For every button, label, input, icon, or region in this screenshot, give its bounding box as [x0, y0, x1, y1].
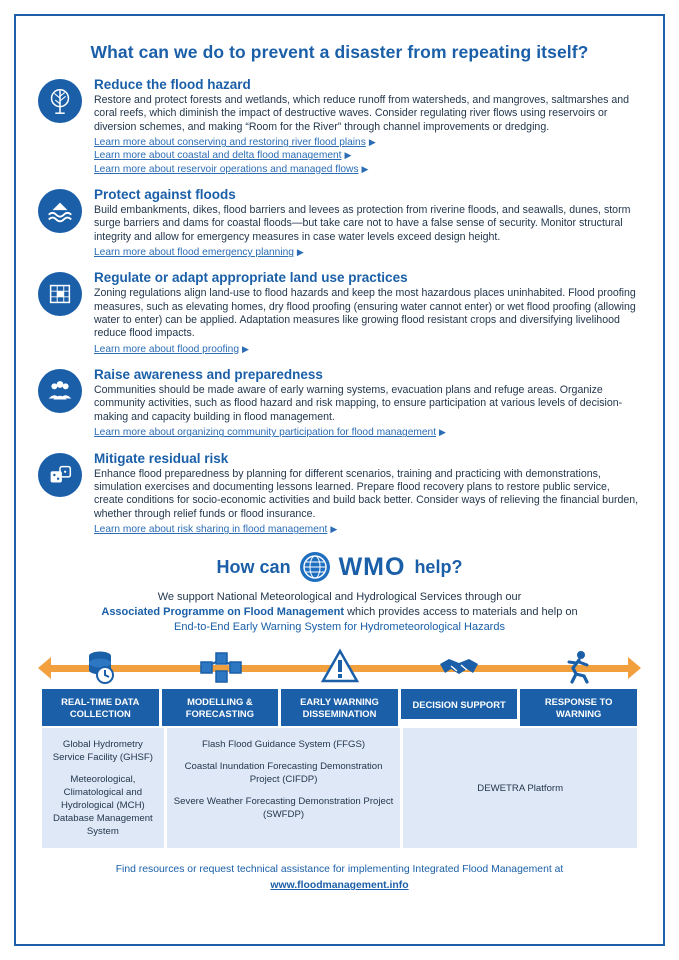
- warning-triangle-icon: [280, 645, 399, 689]
- footer-text: Find resources or request technical assistance for implementing Integrated Flood Management at: [115, 864, 564, 876]
- people-group-icon: [38, 369, 84, 415]
- how-can-text: How can: [216, 556, 291, 577]
- learn-more-link[interactable]: Learn more about coastal and delta flood management ▶: [94, 150, 352, 162]
- section-heading: Raise awareness and preparedness: [94, 367, 323, 383]
- handshake-icon: [399, 645, 518, 689]
- section-links: [94, 523, 641, 536]
- column-response-to-warning: [520, 689, 637, 726]
- section-text: Build embankments, dikes, flood barriers and levees as protection from riverine floods, and seawalls, dunes, storm surge barriers and dams for coastal floods—but take care not to have a false sense of security. Monitor structural integrity and allow for emergency measures in case water levels exceed design height.: [94, 203, 631, 243]
- section-text: Communities should be made aware of early warning systems, evacuation plans and refuge areas. Organize community activities, such as flood hazard and risk mapping, to ensure participation at various levels of decision-making and capacity building in flood management.: [94, 384, 623, 423]
- tree-icon: [38, 79, 84, 125]
- column-header-label: RESPONSE TO WARNING: [520, 689, 637, 726]
- help-text: help?: [414, 556, 463, 577]
- chevron-right-icon: ▶: [368, 137, 376, 148]
- running-person-icon: [518, 645, 637, 689]
- learn-more-link[interactable]: Learn more about conserving and restoring river flood plains ▶: [94, 137, 376, 149]
- chevron-right-icon: ▶: [344, 150, 352, 161]
- section-heading: Reduce the flood hazard: [94, 77, 251, 92]
- section-links: [94, 246, 641, 259]
- section-text: Enhance flood preparedness by planning for different scenarios, training and practicing with demonstrations, simulation exercises and documenting lessons learned. Prepare flood recovery plans to restore public service, create conditions for socio-economic activities and build back better. Consider ways of relieving the financial burden, whether through relief funds or flood insurance.: [94, 467, 639, 520]
- column-decision-support: [401, 689, 518, 726]
- wmo-logo-icon: [300, 552, 330, 582]
- cell-item: Global Hydrometry Service Facility (GHSF): [52, 739, 153, 764]
- database-clock-icon: [42, 645, 161, 689]
- support-statement: [38, 590, 641, 635]
- footer: [38, 862, 641, 894]
- column-early-warning-dissemination: [281, 689, 398, 726]
- chevron-right-icon: ▶: [242, 343, 249, 354]
- dice-risk-icon: [38, 453, 84, 499]
- waves-icon: [38, 189, 84, 235]
- flow-column-bodies: [42, 728, 637, 848]
- cell-item: Severe Weather Forecasting Demonstration Project (SWFDP): [173, 796, 394, 821]
- cell-item: Coastal Inundation Forecasting Demonstration Project (CIFDP): [184, 761, 383, 786]
- poster-frame: [14, 14, 665, 946]
- cell-data-collection-tools: [42, 728, 164, 848]
- cell-forecasting-projects: [167, 728, 401, 848]
- section-awareness-preparedness: [38, 367, 641, 439]
- learn-more-link[interactable]: Learn more about flood proofing ▶: [94, 343, 249, 355]
- wmo-header: [38, 552, 641, 582]
- column-modelling-forecasting: [162, 689, 279, 726]
- section-links: [94, 426, 641, 439]
- section-mitigate-residual-risk: [38, 451, 641, 537]
- cell-decision-support-platform: [403, 728, 637, 848]
- section-heading: Mitigate residual risk: [94, 450, 229, 466]
- support-line-1: We support National Meteorological and Hydrological Services through our: [157, 591, 522, 604]
- learn-more-link[interactable]: Learn more about organizing community participation for flood management ▶: [94, 427, 446, 439]
- apfm-programme-name: Associated Programme on Flood Management: [101, 606, 345, 619]
- learn-more-link[interactable]: Learn more about flood emergency planning ▶: [94, 247, 304, 259]
- learn-more-link[interactable]: Learn more about reservoir operations and managed flows ▶: [94, 163, 369, 175]
- cell-item: DEWETRA Platform: [477, 782, 564, 794]
- section-reduce-flood-hazard: [38, 77, 641, 176]
- cell-item: Meteorological, Climatological and Hydrological (MCH) Database Management System: [52, 774, 153, 838]
- cell-item: Flash Flood Guidance System (FFGS): [201, 739, 366, 751]
- column-real-time-data-collection: [42, 689, 159, 726]
- column-header-label: DECISION SUPPORT: [401, 689, 518, 719]
- floodmanagement-url-link[interactable]: www.floodmanagement.info: [270, 880, 409, 892]
- landuse-map-icon: [38, 272, 84, 318]
- chevron-right-icon: ▶: [361, 163, 369, 174]
- section-heading: Regulate or adapt appropriate land use practices: [94, 270, 408, 286]
- wmo-wordmark: WMO: [338, 552, 406, 581]
- network-nodes-icon: [161, 645, 280, 689]
- column-header-label: REAL-TIME DATA COLLECTION: [42, 689, 159, 726]
- section-links: [94, 343, 641, 356]
- support-line-2: Associated Programme on Flood Management which provides access to materials and help on: [101, 606, 578, 619]
- section-heading: Protect against floods: [94, 186, 236, 202]
- column-header-label: MODELLING & FORECASTING: [162, 689, 279, 726]
- section-text: Zoning regulations align land-use to flood hazards and keep the most hazardous places uninhabited. Flood proofing measures, such as elevating homes, dry flood proofing (ensuring water cannot enter) or wet flood proofing (allowing water to enter) can be applied. Adaptation measures like growing flood resistant crops and diversifying livelihood reduce flood impacts.: [94, 287, 636, 340]
- learn-more-link[interactable]: Learn more about risk sharing in flood management ▶: [94, 524, 338, 536]
- flow-arrow-diagram: [42, 645, 637, 689]
- ewss-subtitle: End-to-End Early Warning System for Hydrometeorological Hazards: [174, 621, 505, 634]
- chevron-right-icon: ▶: [330, 524, 338, 535]
- chevron-right-icon: ▶: [439, 427, 446, 438]
- chevron-right-icon: ▶: [296, 247, 304, 258]
- flow-column-headers: [42, 689, 637, 726]
- section-text: Restore and protect forests and wetlands, which reduce runoff from watersheds, and mangroves, saltmarshes and coral reefs, which diminish the impact of destructive waves. Consider regulating river flows using reservoirs or diversion schemes, and making “Room for the River” through channel improvements or dredging.: [94, 94, 630, 133]
- section-protect-against-floods: [38, 187, 641, 259]
- page-title: What can we do to prevent a disaster from repeating itself?: [90, 42, 589, 62]
- section-land-use-practices: [38, 270, 641, 356]
- section-links: [94, 136, 641, 176]
- column-header-label: EARLY WARNING DISSEMINATION: [281, 689, 398, 726]
